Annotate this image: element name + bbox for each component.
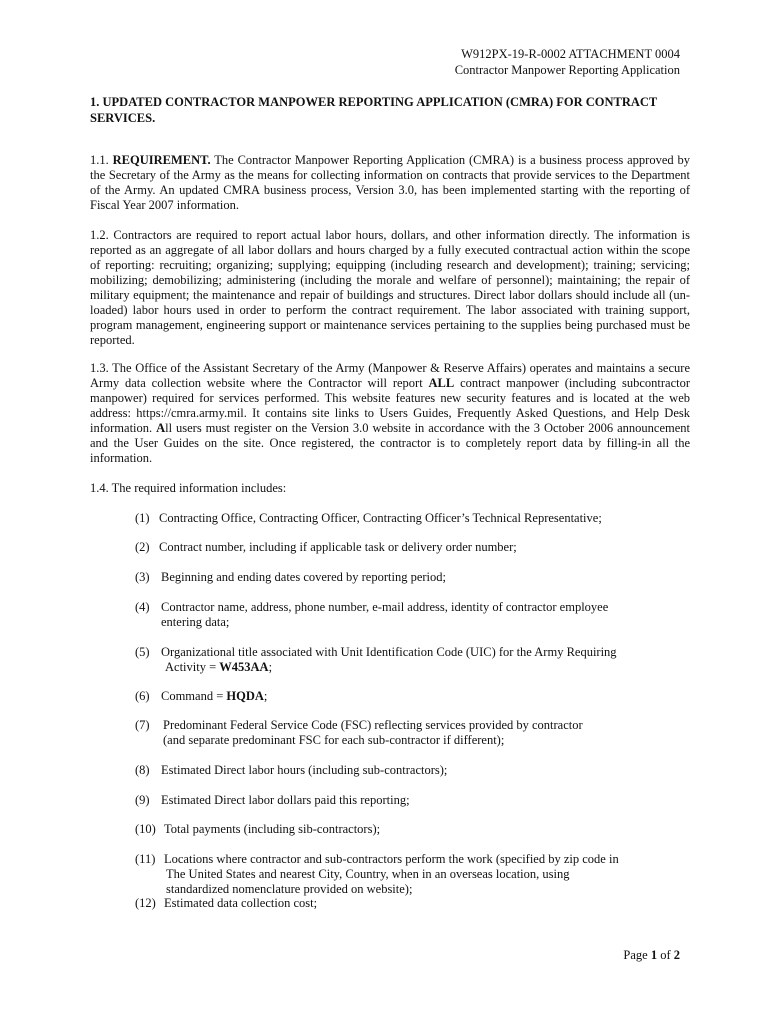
command-suffix: ; [263,689,268,703]
paragraph-1-4: 1.4. The required information includes: [90,481,287,495]
page-of-label: of [657,948,674,962]
list-item-text-continued: The United States and nearest City, Country, when in an overseas location, using [166,867,570,881]
paragraph-1-3-a: A [156,421,166,435]
command-value: HQDA [226,689,264,703]
list-item [135,600,655,632]
list-item-text-continued: entering data; [161,615,230,629]
list-item-number: (4) [135,600,150,614]
list-item-number: (2) [135,540,150,554]
header-subtitle-line: Contractor Manpower Reporting Application [454,63,680,77]
list-item-number: (5) [135,645,150,659]
paragraph-1-3-mid: contract manpower (including subcontractor manpower) required for services performed. This website features new security features and is located at the web address: https://cmra.army.mil. It contains site links to Users Guides, Frequently Asked Questions, and Help Desk information. [90,376,690,435]
paragraph-1-3 [90,361,690,466]
list-item [135,645,655,677]
list-item-text: Estimated data collection cost; [164,896,318,910]
list-item-number: (1) [135,511,150,525]
paragraph-1-3-post: ll users must register on the Version 3.0 website in accordance with the 3 October 2006 announcement and the User Guides on the site. Once registered, the contractor is to completely report data by filling-in all the information. [90,421,690,465]
page-number [623,948,680,963]
current-page: 1 [650,948,658,962]
list-item-text-continued [165,660,272,675]
list-item-number: (12) [135,896,156,910]
uic-value: W453AA [219,660,269,674]
list-item-number: (3) [135,570,150,584]
requirement-heading: REQUIREMENT. [112,153,211,167]
uic-suffix: ; [268,660,273,674]
total-pages: 2 [673,948,680,962]
list-item-text: Contracting Office, Contracting Officer, Contracting Officer’s Technical Representative; [159,511,602,525]
list-item-text: Contract number, including if applicable task or delivery order number; [159,540,517,554]
list-item-text: Locations where contractor and sub-contractors perform the work (specified by zip code in [164,852,619,866]
paragraph-1-2: 1.2. Contractors are required to report actual labor hours, dollars, and other information directly. The information is reported as an aggregate of all labor dollars and hours charged by a fully executed contractual action within the scope of reporting: recruiting; organizing; supplying; equipping (including research and development); training; servicing; mobilizing; demobilizing; administering (including the morale and welfare of personnel); maintaining; the repair of military equipment; the maintenance and repair of buildings and structures. Direct labor dollars should include all (un-loaded) labor hours used in order to perform the contract requirement. The labor associated with training support, program management, engineering support or maintenance services pertaining to the supplies being purchased must be reported. [90,228,690,347]
list-item-text: Predominant Federal Service Code (FSC) reflecting services provided by contractor [163,718,583,732]
list-item-number: (10) [135,822,156,836]
list-item-text [161,689,267,704]
command-label: Command = [161,689,227,703]
paragraph-1-1-lead: 1.1. [90,153,113,167]
list-item-text-continued: (and separate predominant FSC for each sub-contractor if different); [163,733,505,747]
list-item-number: (9) [135,793,150,807]
paragraph-1-1-text: The Contractor Manpower Reporting Application (CMRA) is a business process approved by the Secretary of the Army as the means for collecting information on contracts that provide services to the Department of the Army. An updated CMRA business process, Version 3.0, has been implemented starting with the reporting of Fiscal Year 2007 information. [90,153,690,212]
uic-label: Activity = [165,660,220,674]
list-item-number: (11) [135,852,156,866]
list-item [135,718,655,750]
list-item-text: Estimated Direct labor hours (including sub-contractors); [161,763,448,777]
list-item-number: (6) [135,689,150,703]
list-item-text: Organizational title associated with Unit Identification Code (UIC) for the Army Requiring [161,645,617,659]
list-item-text: Contractor name, address, phone number, e-mail address, identity of contractor employee [161,600,609,614]
list-item-number: (7) [135,718,150,732]
list-item-text: Beginning and ending dates covered by reporting period; [161,570,446,584]
section-title: 1. UPDATED CONTRACTOR MANPOWER REPORTING APPLICATION (CMRA) FOR CONTRACT SERVICES. [90,95,658,125]
list-item-text: Total payments (including sib-contractors); [164,822,381,836]
page-label: Page [623,948,651,962]
header-solicitation-line: W912PX-19-R-0002 ATTACHMENT 0004 [461,47,680,61]
list-item-number: (8) [135,763,150,777]
list-item-text: Estimated Direct labor dollars paid this reporting; [161,793,410,807]
paragraph-1-3-all: ALL [428,376,455,390]
list-item [135,852,655,899]
paragraph-1-1 [90,153,690,213]
list-item-text-continued: standardized nomenclature provided on website); [166,882,413,896]
paragraph-1-3-pre: 1.3. The Office of the Assistant Secretary of the Army (Manpower & Reserve Affairs) operates and maintains a secure Army data collection website where the Contractor will report [90,361,690,390]
